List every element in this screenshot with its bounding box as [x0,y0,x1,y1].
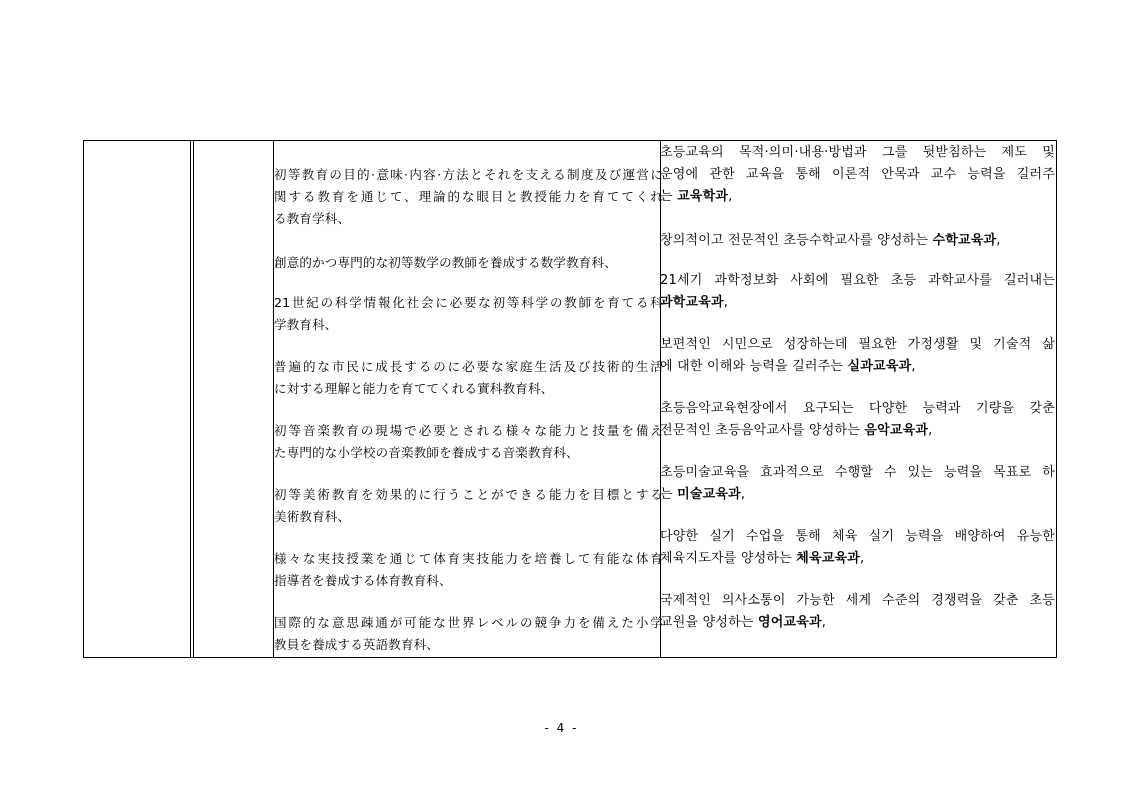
text-suffix: , [860,551,865,566]
department-name: 체육교육과 [796,551,861,566]
text-suffix: , [821,615,827,630]
text-line: 美術教育科、 [274,509,351,524]
department-name: 교육학과 [677,189,729,204]
text-line: た専門的な小学校の音楽教師を養成する音楽教育科、 [274,445,579,460]
department-name: 실과교육과 [847,359,912,374]
text-line [660,613,1055,633]
text-line: 초등미술교육을 효과적으로 수행할 수 있는 능력을 목표로 하 [660,465,1055,480]
text-prefix: 는 [660,487,678,502]
text-line [660,231,1055,251]
column-divider [190,141,191,657]
text-suffix: , [728,189,733,204]
text-line [660,357,1055,377]
text-line: 초등음악교육현장에서 요구되는 다양한 능력과 기량을 갖춘 [660,401,1055,416]
text-suffix: , [723,295,729,310]
japanese-column [274,141,663,657]
department-name: 수학교육과 [932,233,997,248]
text-line: 국제적인 의사소통이 가능한 세계 수준의 경쟁력을 갖춘 초등 [660,593,1055,608]
text-suffix: , [928,423,933,438]
page-number: - 4 - [544,721,579,735]
text-line: 普遍的な市民に成長するのに必要な家庭生活及び技術的生活 [274,359,663,374]
department-name: 영어교육과 [757,615,822,630]
text-prefix: 는 [660,189,678,204]
text-line [660,549,1055,569]
text-suffix: , [911,359,916,374]
column-divider [193,141,194,657]
text-line [660,293,1055,313]
text-line: 関する教育を通じて、理論的な眼目と教授能力を育ててくれ [274,189,663,204]
text-line: 初等音楽教育の現場で必要とされる様々な能力と技量を備え [274,423,663,438]
text-suffix: , [740,487,746,502]
text-line [660,485,1055,505]
text-line: 国際的な意思疎通が可能な世界レベルの競争力を備えた小学 [274,615,663,630]
text-line: 운영에 관한 교육을 통해 이론적 안목과 교수 능력을 길러주 [660,167,1055,182]
text-suffix: , [996,233,1001,248]
text-line [660,187,1055,207]
text-line: 21세기 과학정보화 사회에 필요한 초등 과학교사를 길러내는 [660,273,1055,288]
department-name: 음악교육과 [864,423,929,438]
text-line: 다양한 실기 수업을 통해 체육 실기 능력을 배양하여 유능한 [660,529,1055,544]
text-line: 教員を養成する英語教育科、 [274,637,440,652]
text-line [660,421,1055,441]
text-prefix: 에 대한 이해와 능력을 길러주는 [660,359,848,374]
text-line: 様々な実技授業を通じて体育実技能力を培養して有能な体育 [274,551,663,566]
text-prefix: 교원을 양성하는 [660,615,758,630]
text-line: に対する理解と能力を育ててくれる實科教育科、 [274,381,554,396]
text-line: 創意的かつ専門的な初等数学の教師を養成する数学教育科、 [274,255,617,270]
text-line: 指導者を養成する体育教育科、 [274,573,452,588]
text-line: 초등교육의 목적·의미·내용·방법과 그를 뒷받침하는 제도 및 [660,145,1055,160]
text-prefix: 창의적이고 전문적인 초등수학교사를 양성하는 [660,233,933,248]
text-line: 学教育科、 [274,317,338,332]
text-line: 보편적인 시민으로 성장하는데 필요한 가정생활 및 기술적 삶 [660,337,1055,352]
text-line: 初等美術教育を効果的に行うことができる能力を目標とする [274,487,663,502]
department-name: 과학교육과 [660,295,724,310]
department-name: 미술교육과 [677,487,741,502]
korean-column [660,141,1055,657]
text-prefix: 체육지도자를 양성하는 [660,551,797,566]
text-line: る教育学科、 [274,211,351,226]
text-prefix: 전문적인 초등음악교사를 양성하는 [660,423,865,438]
text-line: 21世紀の科学情報化社会に必要な初等科学の教師を育てる科 [274,295,663,310]
text-line: 初等教育の目的·意味·内容·方法とそれを支える制度及び運営に [274,167,663,182]
content-table [83,140,1057,658]
